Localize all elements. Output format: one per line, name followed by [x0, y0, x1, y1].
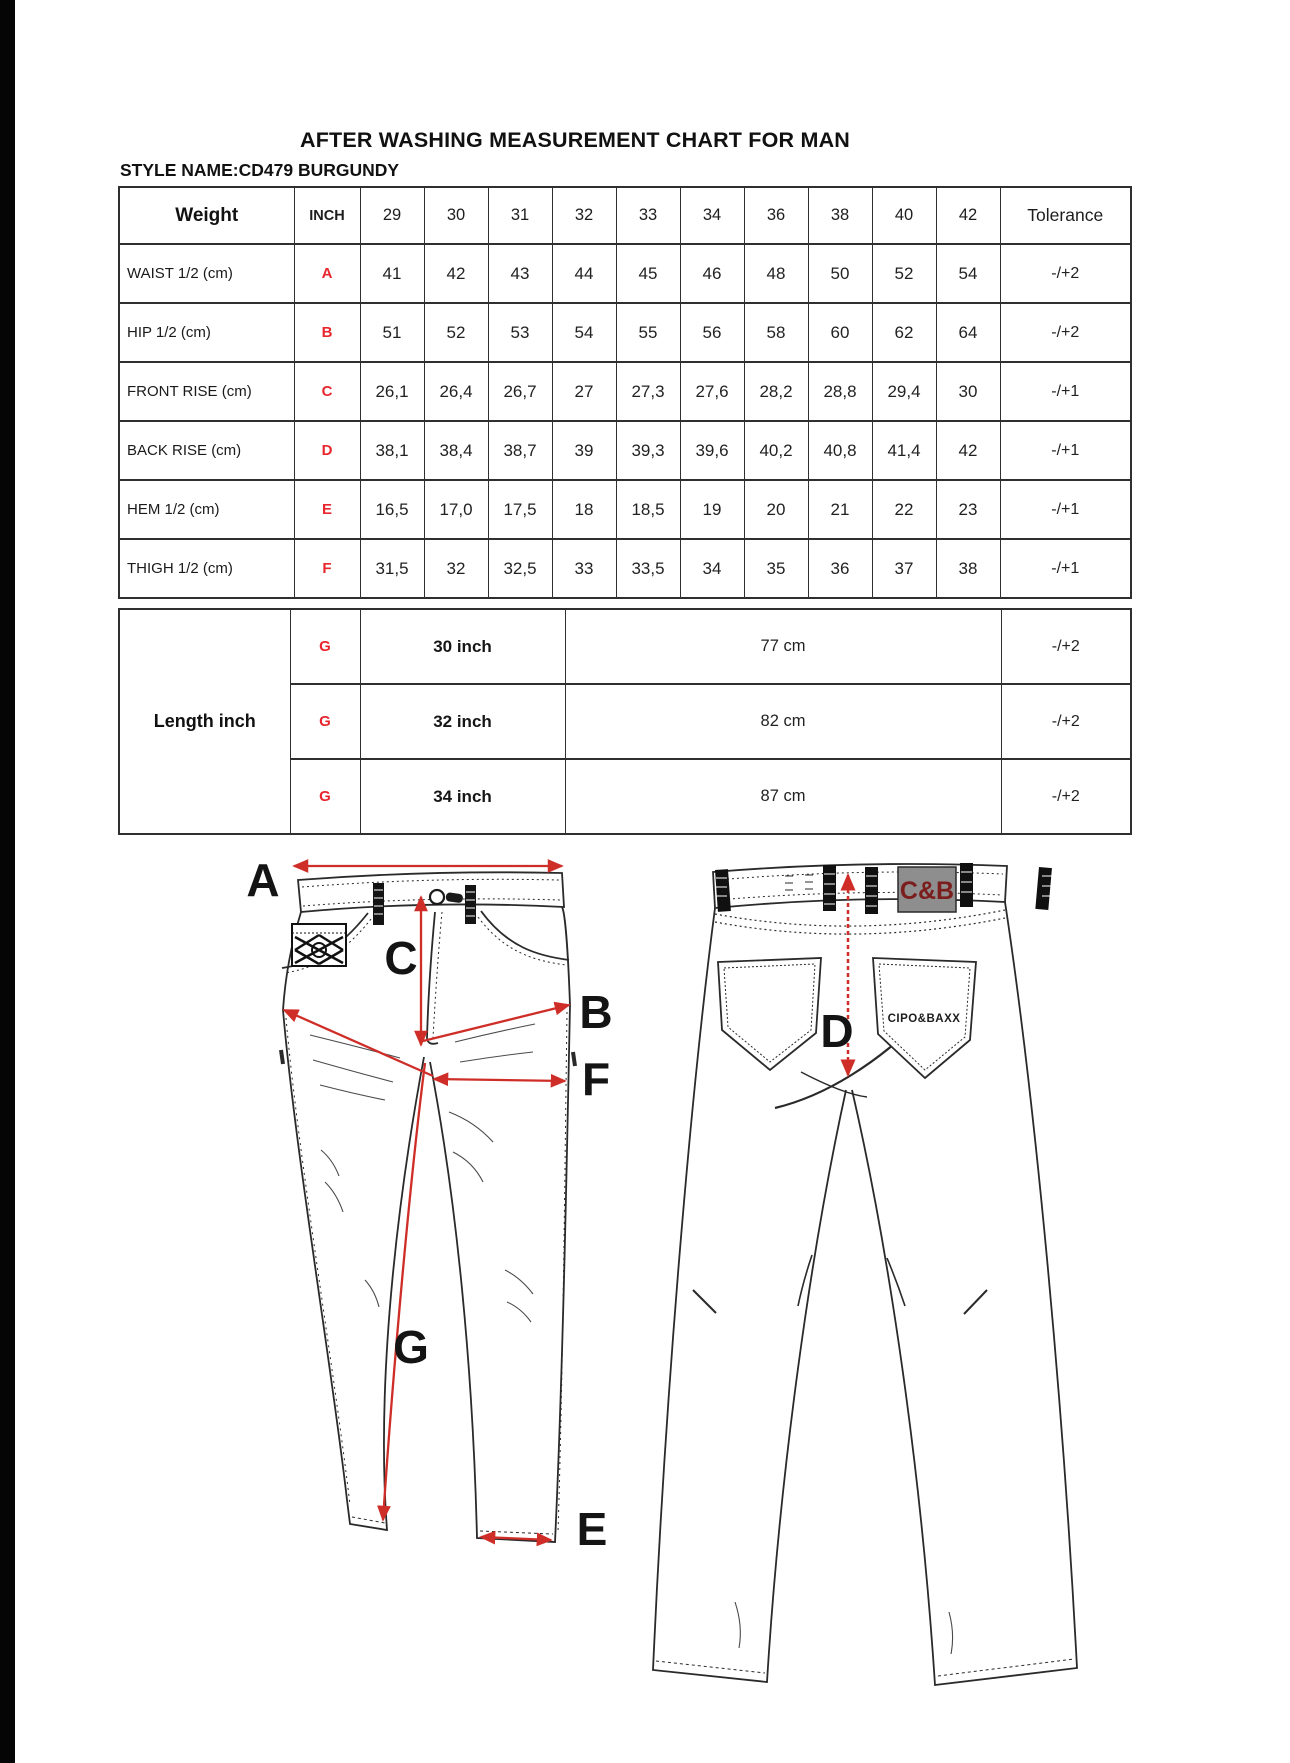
size-column-header: 42: [936, 187, 1000, 244]
length-inch-value: 32 inch: [360, 684, 565, 759]
size-table-row: [119, 480, 1131, 539]
size-column-header: 31: [488, 187, 552, 244]
size-value: 28,8: [808, 362, 872, 421]
length-table-label: Length inch: [119, 609, 290, 834]
size-value: 56: [680, 303, 744, 362]
length-inch-value: 30 inch: [360, 609, 565, 684]
size-value: 42: [424, 244, 488, 303]
size-value: 32: [424, 539, 488, 598]
size-value: 41,4: [872, 421, 936, 480]
size-value: 21: [808, 480, 872, 539]
size-value: 52: [424, 303, 488, 362]
size-value: 48: [744, 244, 808, 303]
size-column-header: 29: [360, 187, 424, 244]
size-value: 38,4: [424, 421, 488, 480]
size-table-row: [119, 362, 1131, 421]
measurement-letter: G: [290, 609, 360, 684]
size-table-row: [119, 303, 1131, 362]
inch-header: INCH: [294, 187, 360, 244]
size-value: 23: [936, 480, 1000, 539]
size-value: 33,5: [616, 539, 680, 598]
size-value: 27,6: [680, 362, 744, 421]
page-title: AFTER WASHING MEASUREMENT CHART FOR MAN: [299, 128, 851, 152]
length-row: [119, 609, 1131, 684]
size-value: 39,3: [616, 421, 680, 480]
size-value: 38,1: [360, 421, 424, 480]
back-pocket-left: [718, 958, 821, 1070]
length-cm-value: 87 cm: [565, 759, 1001, 834]
size-table-row: [119, 244, 1131, 303]
size-value: 54: [552, 303, 616, 362]
size-value: 42: [936, 421, 1000, 480]
length-table: [118, 608, 1132, 835]
jeans-back-outline: [653, 864, 1077, 1685]
front-label-g: G: [393, 1321, 429, 1373]
measurement-name: WAIST 1/2 (cm): [119, 244, 294, 303]
length-cm-value: 77 cm: [565, 609, 1001, 684]
tolerance-value: -/+1: [1000, 421, 1131, 480]
size-value: 28,2: [744, 362, 808, 421]
size-value: 40,8: [808, 421, 872, 480]
size-value: 46: [680, 244, 744, 303]
measure-line-b-left: [284, 1010, 433, 1076]
tolerance-value: -/+1: [1000, 480, 1131, 539]
size-value: 43: [488, 244, 552, 303]
brand-patch: [898, 867, 956, 912]
size-value: 18: [552, 480, 616, 539]
size-value: 52: [872, 244, 936, 303]
front-label-f: F: [581, 1053, 611, 1105]
measurement-letter: C: [294, 362, 360, 421]
size-value: 51: [360, 303, 424, 362]
measurement-name: BACK RISE (cm): [119, 421, 294, 480]
size-value: 45: [616, 244, 680, 303]
measurement-name: HEM 1/2 (cm): [119, 480, 294, 539]
tolerance-value: -/+2: [1000, 303, 1131, 362]
size-value: 39,6: [680, 421, 744, 480]
tolerance-value: -/+2: [1001, 759, 1131, 834]
size-value: 64: [936, 303, 1000, 362]
brand-patch-text: C&B: [899, 877, 955, 905]
length-inch-value: 34 inch: [360, 759, 565, 834]
pocket-brand-text: CIPO&BAXX: [887, 1013, 961, 1025]
size-value: 17,0: [424, 480, 488, 539]
front-label-a: A: [246, 854, 280, 906]
size-table-row: [119, 421, 1131, 480]
logo-patch: [292, 924, 346, 966]
size-value: 19: [680, 480, 744, 539]
weight-header: Weight: [119, 187, 294, 244]
size-value: 26,4: [424, 362, 488, 421]
back-label-d: D: [820, 1005, 854, 1057]
length-cm-value: 82 cm: [565, 684, 1001, 759]
size-table: [118, 186, 1132, 599]
style-name: STYLE NAME:CD479 BURGUNDY: [120, 160, 400, 180]
size-value: 53: [488, 303, 552, 362]
size-value: 38,7: [488, 421, 552, 480]
front-measure-arrows: [284, 866, 569, 1540]
size-value: 31,5: [360, 539, 424, 598]
measurement-name: HIP 1/2 (cm): [119, 303, 294, 362]
tolerance-value: -/+2: [1001, 684, 1131, 759]
measurement-letter: G: [290, 684, 360, 759]
tolerance-value: -/+2: [1000, 244, 1131, 303]
size-value: 27,3: [616, 362, 680, 421]
size-column-header: 38: [808, 187, 872, 244]
jeans-front-diagram: [225, 850, 620, 1550]
measure-line-g: [383, 1063, 425, 1520]
size-value: 54: [936, 244, 1000, 303]
jeans-front-outline: [281, 872, 575, 1542]
jeans-back-diagram: [615, 850, 1105, 1705]
measure-arrow-f: [434, 1079, 565, 1081]
size-value: 62: [872, 303, 936, 362]
front-label-c: C: [384, 932, 418, 984]
size-value: 26,1: [360, 362, 424, 421]
size-value: 60: [808, 303, 872, 362]
measurement-letter: A: [294, 244, 360, 303]
size-value: 32,5: [488, 539, 552, 598]
size-value: 34: [680, 539, 744, 598]
size-value: 35: [744, 539, 808, 598]
tolerance-value: -/+2: [1001, 609, 1131, 684]
size-value: 36: [808, 539, 872, 598]
size-value: 40,2: [744, 421, 808, 480]
size-value: 33: [552, 539, 616, 598]
measurement-name: THIGH 1/2 (cm): [119, 539, 294, 598]
size-value: 44: [552, 244, 616, 303]
size-value: 38: [936, 539, 1000, 598]
measurement-letter: B: [294, 303, 360, 362]
measurement-letter: G: [290, 759, 360, 834]
size-value: 26,7: [488, 362, 552, 421]
measurement-letter: D: [294, 421, 360, 480]
size-value: 20: [744, 480, 808, 539]
front-label-b: B: [579, 986, 613, 1038]
size-value: 55: [616, 303, 680, 362]
size-column-header: 34: [680, 187, 744, 244]
size-column-header: 32: [552, 187, 616, 244]
scan-edge-strip: [0, 0, 15, 1763]
size-value: 17,5: [488, 480, 552, 539]
size-value: 50: [808, 244, 872, 303]
tolerance-header: Tolerance: [1000, 187, 1131, 244]
size-value: 22: [872, 480, 936, 539]
size-column-header: 40: [872, 187, 936, 244]
size-value: 18,5: [616, 480, 680, 539]
size-value: 37: [872, 539, 936, 598]
size-value: 16,5: [360, 480, 424, 539]
size-value: 58: [744, 303, 808, 362]
measurement-name: FRONT RISE (cm): [119, 362, 294, 421]
size-value: 30: [936, 362, 1000, 421]
size-column-header: 30: [424, 187, 488, 244]
size-column-header: 36: [744, 187, 808, 244]
size-table-header-row: [119, 187, 1131, 244]
size-value: 27: [552, 362, 616, 421]
measurement-letter: E: [294, 480, 360, 539]
tolerance-value: -/+1: [1000, 539, 1131, 598]
size-table-body: [119, 244, 1131, 598]
measurement-letter: F: [294, 539, 360, 598]
measure-line-b-right: [423, 1005, 569, 1041]
size-value: 29,4: [872, 362, 936, 421]
front-label-e: E: [576, 1503, 608, 1550]
size-value: 39: [552, 421, 616, 480]
size-column-header: 33: [616, 187, 680, 244]
size-value: 41: [360, 244, 424, 303]
size-table-row: [119, 539, 1131, 598]
tolerance-value: -/+1: [1000, 362, 1131, 421]
